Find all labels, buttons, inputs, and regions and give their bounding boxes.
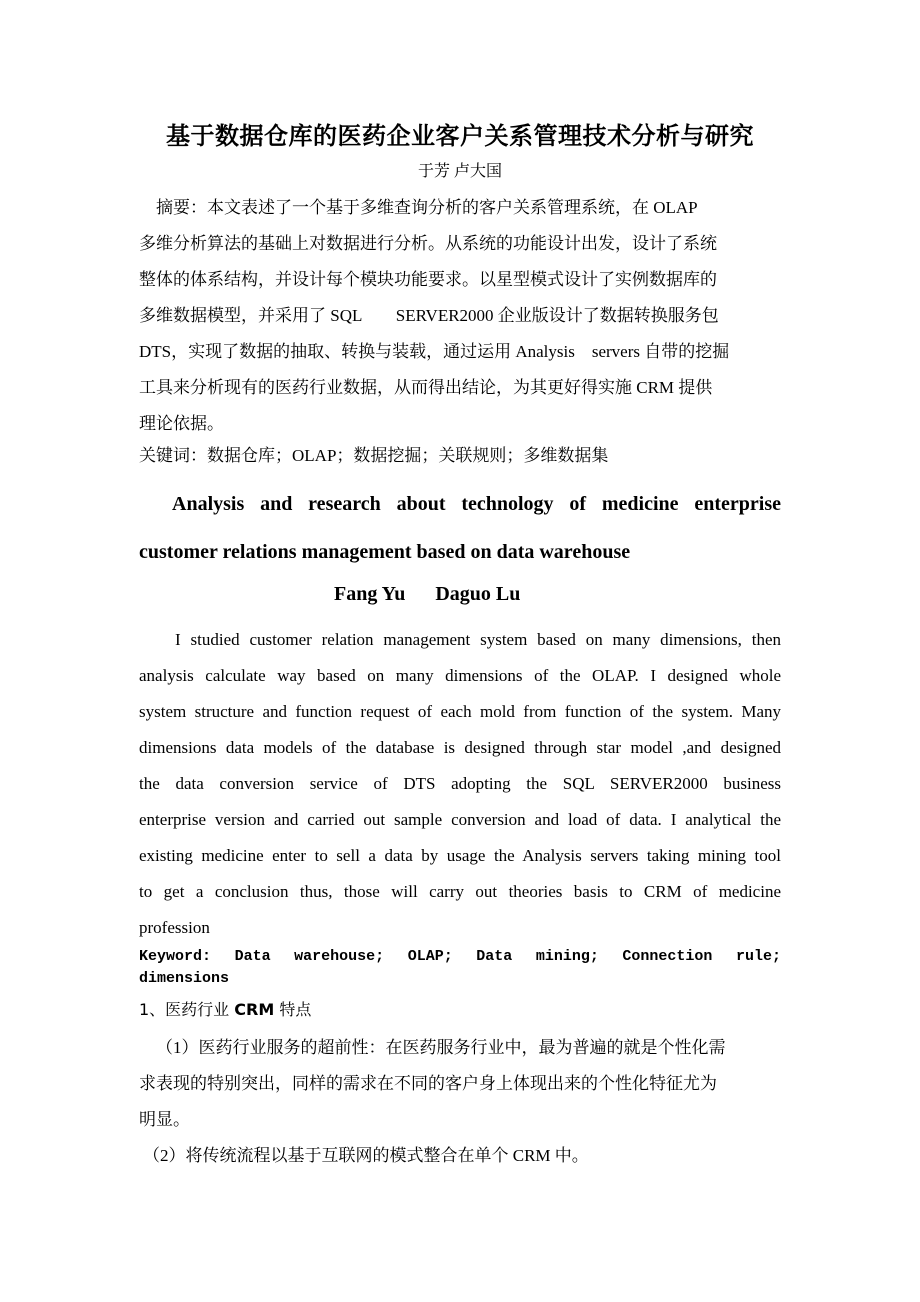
abstract-en-line: enterprise version and carried out sample conversion and load of data. I analytical the xyxy=(139,810,781,829)
body-line: 求表现的特别突出，同样的需求在不同的客户身上体现出来的个性化特征尤为 xyxy=(139,1074,717,1093)
abstract-en-line: analysis calculate way based on many dimensions of the OLAP. I designed whole xyxy=(139,666,781,685)
keywords-chinese: 关键词：数据仓库；OLAP；数据挖掘；关联规则；多维数据集 xyxy=(139,446,609,465)
abstract-cn-line: DTS，实现了数据的抽取、转换与装载，通过运用 Analysis servers 自带的挖掘 xyxy=(139,342,730,361)
abstract-cn-line: 摘要：本文表述了一个基于多维查询分析的客户关系管理系统，在 OLAP xyxy=(139,198,698,217)
paper-title-english xyxy=(139,480,781,576)
body-line: （1）医药行业服务的超前性：在医药服务行业中，最为普遍的就是个性化需 xyxy=(156,1038,726,1057)
keywords-english xyxy=(139,946,781,990)
title-en-line: Analysis and research about technology of medicine enterprise xyxy=(172,493,781,515)
abstract-en-line: the data conversion service of DTS adopting the SQL SERVER2000 business xyxy=(139,774,781,793)
section-1-body xyxy=(139,1030,781,1174)
body-line: 明显。 xyxy=(139,1110,190,1129)
section-heading-1 xyxy=(139,998,311,1022)
keywords-en-line: dimensions xyxy=(139,970,230,987)
abstract-cn-line: 整体的体系结构，并设计每个模块功能要求。以星型模式设计了实例数据库的 xyxy=(139,270,717,289)
abstract-en-line: to get a conclusion thus, those will carry out theories basis to CRM of medicine xyxy=(139,882,781,901)
title-en-line: customer relations management based on data warehouse xyxy=(139,541,631,563)
abstract-en-line: profession xyxy=(139,918,210,937)
body-line: （2）将传统流程以基于互联网的模式整合在单个 CRM 中。 xyxy=(143,1146,589,1165)
paper-title-chinese: 基于数据仓库的医药企业客户关系管理技术分析与研究 xyxy=(166,122,754,150)
abstract-english xyxy=(139,622,781,946)
section-heading-crm: CRM xyxy=(234,1000,275,1019)
authors-english: Fang Yu Daguo Lu xyxy=(334,583,521,605)
abstract-en-line: existing medicine enter to sell a data by usage the Analysis servers taking mining tool xyxy=(139,846,781,865)
abstract-en-line: I studied customer relation management system based on many dimensions, then xyxy=(175,630,781,649)
abstract-chinese xyxy=(139,190,781,442)
abstract-cn-line: 工具来分析现有的医药行业数据，从而得出结论，为其更好得实施 CRM 提供 xyxy=(139,378,713,397)
section-heading-prefix: 1、医药行业 xyxy=(139,1000,235,1019)
abstract-cn-line: 多维数据模型，并采用了 SQL SERVER2000 企业版设计了数据转换服务包 xyxy=(139,306,719,325)
section-heading-suffix: 特点 xyxy=(274,1000,312,1019)
abstract-cn-line: 理论依据。 xyxy=(139,414,224,433)
keywords-en-line: Keyword: Data warehouse; OLAP; Data mining; Connection rule; xyxy=(139,948,781,965)
abstract-cn-line: 多维分析算法的基础上对数据进行分析。从系统的功能设计出发，设计了系统 xyxy=(139,234,717,253)
abstract-en-line: system structure and function request of each mold from function of the system. Many xyxy=(139,702,781,721)
abstract-en-line: dimensions data models of the database is designed through star model ,and designed xyxy=(139,738,781,757)
authors-chinese: 于芳 卢大国 xyxy=(417,163,502,180)
